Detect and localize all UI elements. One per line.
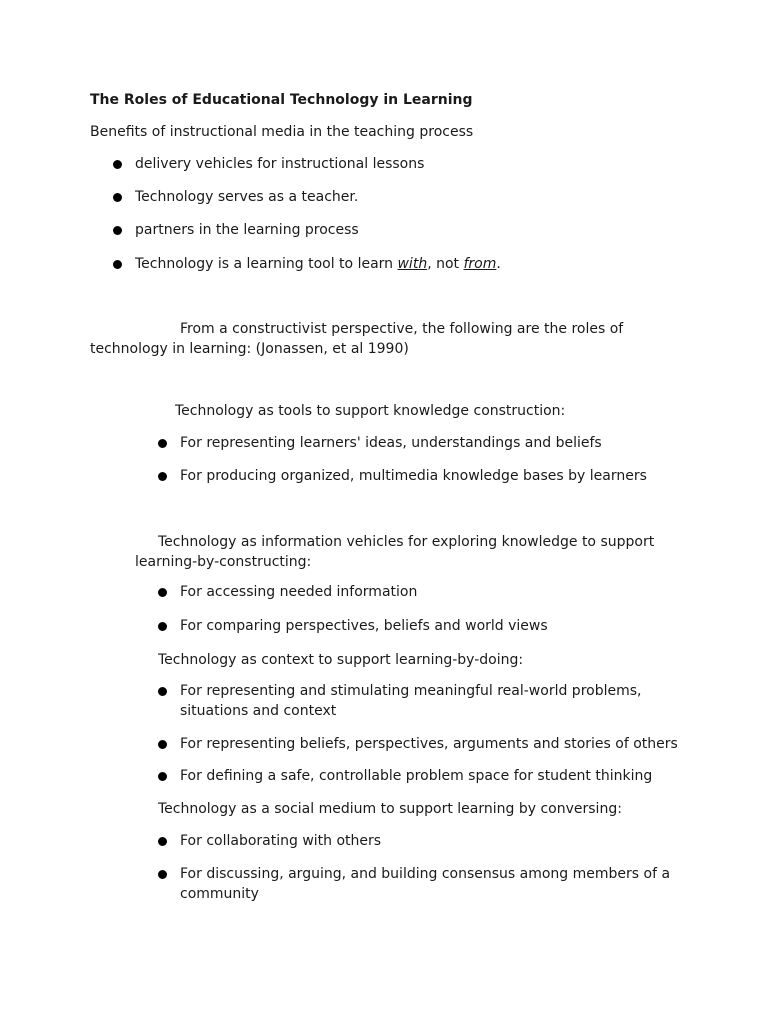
intro-text: Benefits of instructional media in the teaching process <box>90 124 474 140</box>
list-item-line2: situations and context <box>180 703 337 719</box>
benefit-text-middle: , not <box>427 256 464 272</box>
list-item: For representing beliefs, perspectives, arguments and stories of others <box>180 736 678 752</box>
benefit-item <box>135 254 501 274</box>
benefit-text-before: Technology is a learning tool to learn <box>135 256 398 272</box>
bullet-icon <box>158 687 167 696</box>
section-heading: Technology as context to support learning-by-doing: <box>158 652 524 668</box>
emphasis-with: with <box>397 256 428 272</box>
bullet-icon <box>158 740 167 749</box>
section-heading: Technology as a social medium to support learning by conversing: <box>158 801 622 817</box>
section-heading-line1: Technology as information vehicles for exploring knowledge to support <box>158 534 655 550</box>
benefit-item: delivery vehicles for instructional lessons <box>135 156 425 172</box>
constructivist-paragraph-line2: technology in learning: (Jonassen, et al 1990) <box>90 341 409 357</box>
list-item: For representing learners' ideas, understandings and beliefs <box>180 435 602 451</box>
benefit-text-after: . <box>496 256 501 272</box>
list-item-line2: community <box>180 886 259 902</box>
bullet-icon <box>158 472 167 481</box>
list-item: For collaborating with others <box>180 833 382 849</box>
benefit-item: Technology serves as a teacher. <box>135 189 359 205</box>
bullet-icon <box>113 260 122 269</box>
bullet-icon <box>158 622 167 631</box>
section-heading: Technology as tools to support knowledge construction: <box>175 403 566 419</box>
bullet-icon <box>113 160 122 169</box>
bullet-icon <box>158 772 167 781</box>
list-item: For defining a safe, controllable problem space for student thinking <box>180 768 653 784</box>
list-item-line1: For representing and stimulating meaningful real-world problems, <box>180 683 642 699</box>
constructivist-paragraph-line1: From a constructivist perspective, the following are the roles of <box>180 321 624 337</box>
bullet-icon <box>113 193 122 202</box>
bullet-icon <box>158 439 167 448</box>
bullet-icon <box>158 588 167 597</box>
document-title: The Roles of Educational Technology in Learning <box>90 92 473 108</box>
bullet-icon <box>158 837 167 846</box>
list-item-line1: For discussing, arguing, and building consensus among members of a <box>180 866 671 882</box>
list-item: For accessing needed information <box>180 584 418 600</box>
section-heading-line2: learning-by-constructing: <box>135 554 312 570</box>
bullet-icon <box>113 226 122 235</box>
list-item: For producing organized, multimedia knowledge bases by learners <box>180 468 647 484</box>
list-item: For comparing perspectives, beliefs and world views <box>180 618 548 634</box>
bullet-icon <box>158 870 167 879</box>
benefit-item: partners in the learning process <box>135 222 359 238</box>
emphasis-from: from <box>463 256 497 272</box>
